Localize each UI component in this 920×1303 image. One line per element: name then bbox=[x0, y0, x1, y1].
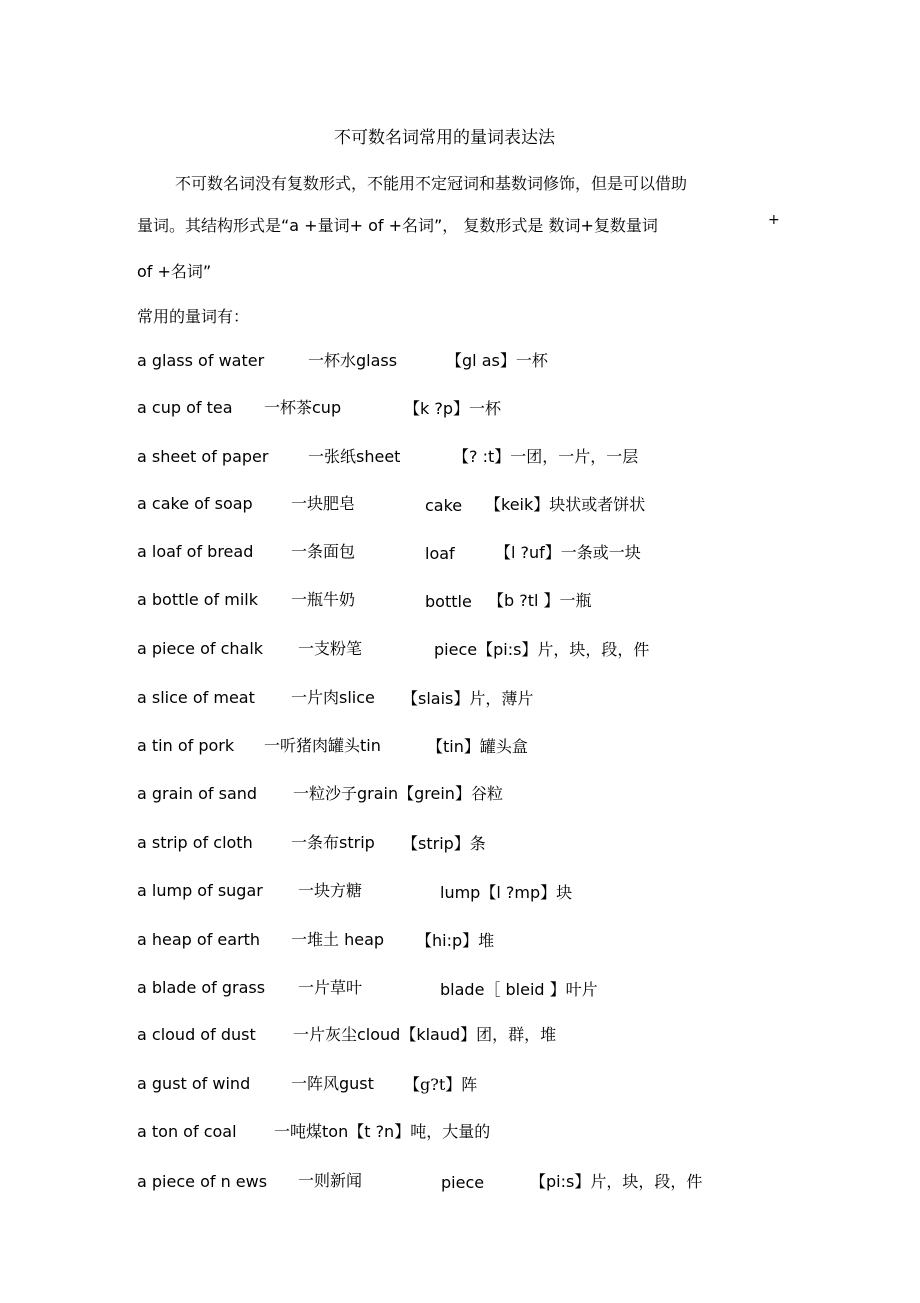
entry-phrase: a bottle of milk bbox=[137, 590, 259, 609]
entry-word: loaf bbox=[425, 544, 455, 563]
entry-meaning: 一张纸sheet bbox=[308, 447, 401, 466]
entry-phrase: a slice of meat bbox=[137, 688, 255, 707]
document-title: 不可数名词常用的量词表达法 bbox=[334, 128, 555, 148]
entry-phrase: a strip of cloth bbox=[137, 833, 253, 852]
entry-note: 【strip】条 bbox=[402, 834, 486, 853]
entry-phrase: a blade of grass bbox=[137, 978, 266, 997]
entry-meaning: 一堆土 heap bbox=[291, 930, 385, 949]
entry-phrase: a sheet of paper bbox=[137, 447, 269, 466]
entry-meaning: 一粒沙子grain【grein】谷粒 bbox=[293, 784, 503, 803]
entry-note: 【? :t】一团，一片，一层 bbox=[453, 447, 639, 466]
entry-meaning: 一片肉slice bbox=[291, 688, 375, 707]
entry-meaning: 一听猪肉罐头tin bbox=[264, 736, 381, 755]
entry-note: 【keik】块状或者饼状 bbox=[485, 495, 646, 514]
entry-phrase: a cup of tea bbox=[137, 398, 233, 417]
entry-meaning: 一杯茶cup bbox=[264, 398, 342, 417]
intro-line-1: 不可数名词没有复数形式，不能用不定冠词和基数词修饰，但是可以借助 bbox=[175, 174, 688, 193]
entry-phrase: a piece of n ews bbox=[137, 1172, 268, 1191]
intro-plus-sign: + bbox=[768, 212, 780, 228]
entry-note: 【g?t】阵 bbox=[404, 1075, 478, 1094]
entry-word: bottle bbox=[425, 592, 472, 611]
intro-line-3: of +名词” bbox=[137, 262, 212, 281]
entry-word: piece bbox=[441, 1173, 485, 1192]
entry-phrase: a heap of earth bbox=[137, 930, 261, 949]
entry-note: 【gl as】一杯 bbox=[446, 351, 548, 370]
entry-meaning: 一片灰尘cloud【klaud】团，群，堆 bbox=[293, 1025, 557, 1044]
entry-note: 【hi:p】堆 bbox=[416, 931, 495, 950]
entry-note: 【b ?tl 】一瓶 bbox=[488, 591, 592, 610]
intro-line-2: 量词。其结构形式是“a +量词+ of +名词”， 复数形式是 数词+复数量词 bbox=[137, 216, 658, 235]
entry-note: 【k ?p】一杯 bbox=[404, 399, 502, 418]
entry-meaning: 一吨煤ton【t ?n】吨，大量的 bbox=[274, 1122, 491, 1141]
entry-meaning: 一块方糖 bbox=[298, 881, 363, 900]
entry-phrase: a loaf of bread bbox=[137, 542, 254, 561]
entry-meaning: 一则新闻 bbox=[298, 1171, 363, 1190]
entry-meaning: 一条布strip bbox=[291, 833, 375, 852]
entry-note: 【tin】罐头盒 bbox=[427, 737, 528, 756]
entry-phrase: a ton of coal bbox=[137, 1122, 237, 1141]
entry-note: lump【l ?mp】块 bbox=[440, 883, 573, 902]
entry-phrase: a glass of water bbox=[137, 351, 265, 370]
entry-note: piece【pi:s】片，块，段，件 bbox=[434, 640, 650, 659]
entry-phrase: a cake of soap bbox=[137, 494, 253, 513]
entry-meaning: 一杯水glass bbox=[308, 351, 398, 370]
entry-meaning: 一阵风gust bbox=[291, 1074, 374, 1093]
entry-note: blade［ bleid 】叶片 bbox=[440, 980, 598, 999]
entry-phrase: a tin of pork bbox=[137, 736, 235, 755]
entry-note: 【l ?uf】一条或一块 bbox=[495, 543, 641, 562]
entry-note: 【pi:s】片，块，段，件 bbox=[530, 1172, 703, 1191]
entry-word: cake bbox=[425, 496, 463, 515]
list-heading: 常用的量词有： bbox=[137, 307, 250, 326]
entry-meaning: 一条面包 bbox=[291, 542, 356, 561]
entry-phrase: a gust of wind bbox=[137, 1074, 251, 1093]
entry-meaning: 一片草叶 bbox=[298, 978, 363, 997]
entry-phrase: a cloud of dust bbox=[137, 1025, 256, 1044]
entry-phrase: a piece of chalk bbox=[137, 639, 264, 658]
entry-phrase: a lump of sugar bbox=[137, 881, 263, 900]
entry-meaning: 一支粉笔 bbox=[298, 639, 363, 658]
entry-meaning: 一块肥皂 bbox=[291, 494, 356, 513]
entry-meaning: 一瓶牛奶 bbox=[291, 590, 356, 609]
entry-phrase: a grain of sand bbox=[137, 784, 258, 803]
entry-note: 【slais】片，薄片 bbox=[402, 689, 534, 708]
